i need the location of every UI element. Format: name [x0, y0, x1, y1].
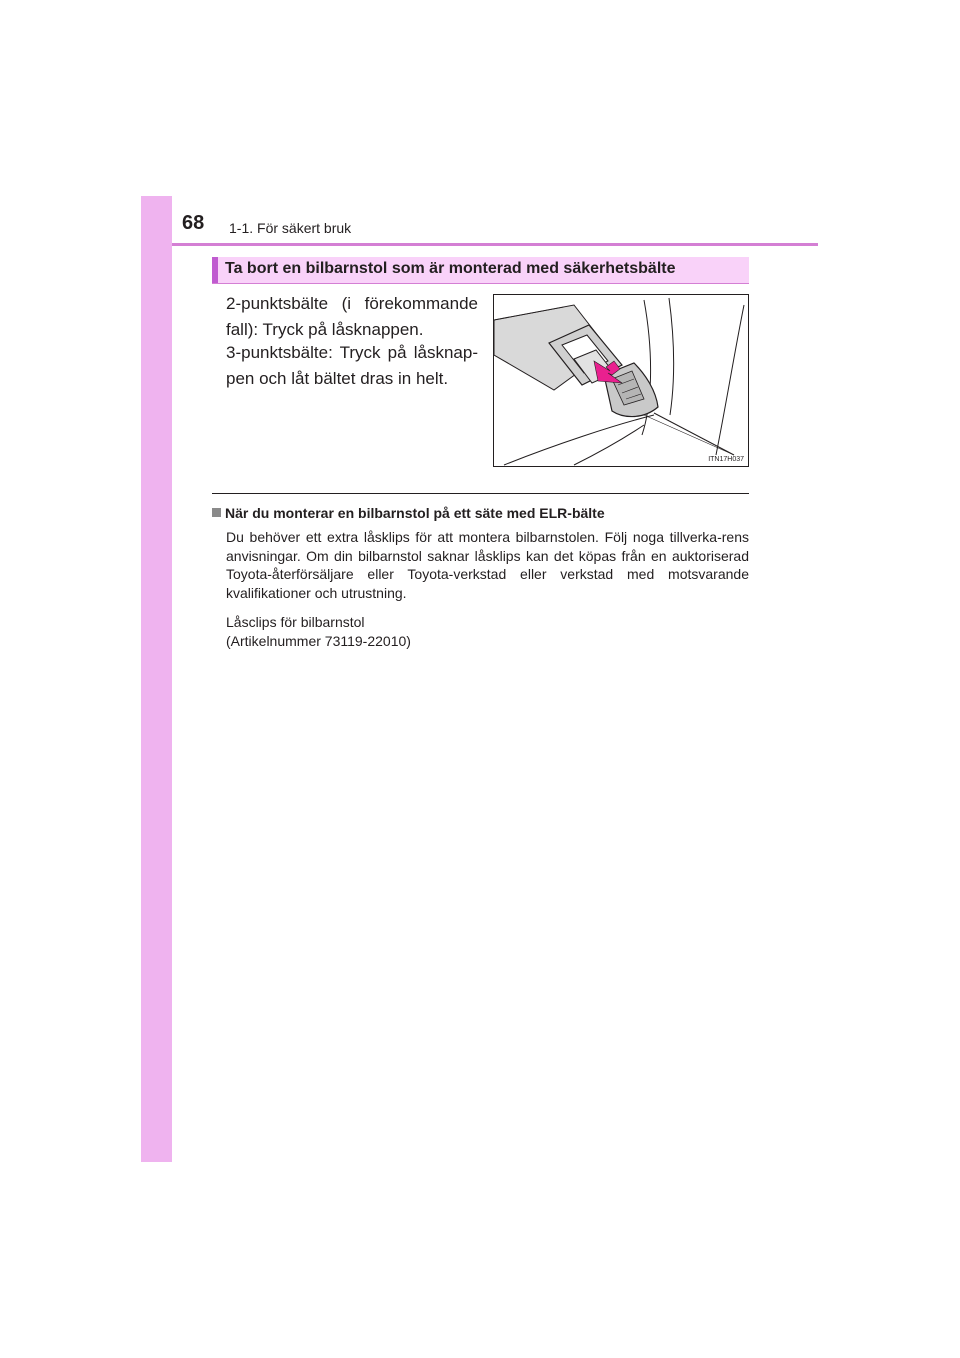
note-heading — [212, 505, 605, 521]
instruction-3-point-belt: 3-punktsbälte: Tryck på låsknap-pen och låt bältet dras in helt. — [226, 343, 478, 388]
note-divider — [212, 493, 749, 494]
chapter-sidebar-tab — [141, 196, 172, 1162]
section-title: Ta bort en bilbarnstol som är monterad med säkerhetsbälte — [225, 260, 676, 277]
chapter-title: 1-1. För säkert bruk — [229, 220, 352, 236]
section-accent — [212, 257, 218, 283]
figure-code: ITN17H037 — [708, 456, 744, 463]
instruction-2-point-belt: 2-punktsbälte (i förekommande fall): Tryck på låsknappen. — [226, 294, 478, 339]
square-bullet-icon — [212, 508, 221, 517]
page-number: 68 — [182, 212, 205, 234]
part-name: Låsclips för bilbarnstol — [226, 614, 365, 630]
section-heading-bar — [212, 257, 749, 284]
note-heading-text: När du monterar en bilbarnstol på ett säte med ELR-bälte — [225, 505, 605, 521]
buckle-release-drawing — [494, 295, 749, 467]
note-paragraph: Du behöver ett extra låsklips för att montera bilbarnstolen. Följ noga tillverka-rens anvisningar. Om din bilbarnstol saknar låsklips kan det köpas från en auktoriserad Toyota-återförsäljare eller Toyota-verkstad eller verkstad med motsvarande kvalifikationer och utrustning. — [226, 529, 749, 601]
header-rule — [172, 243, 818, 246]
seatbelt-buckle-illustration — [493, 294, 749, 467]
part-info — [226, 613, 749, 650]
part-number: (Artikelnummer 73119-22010) — [226, 632, 411, 649]
